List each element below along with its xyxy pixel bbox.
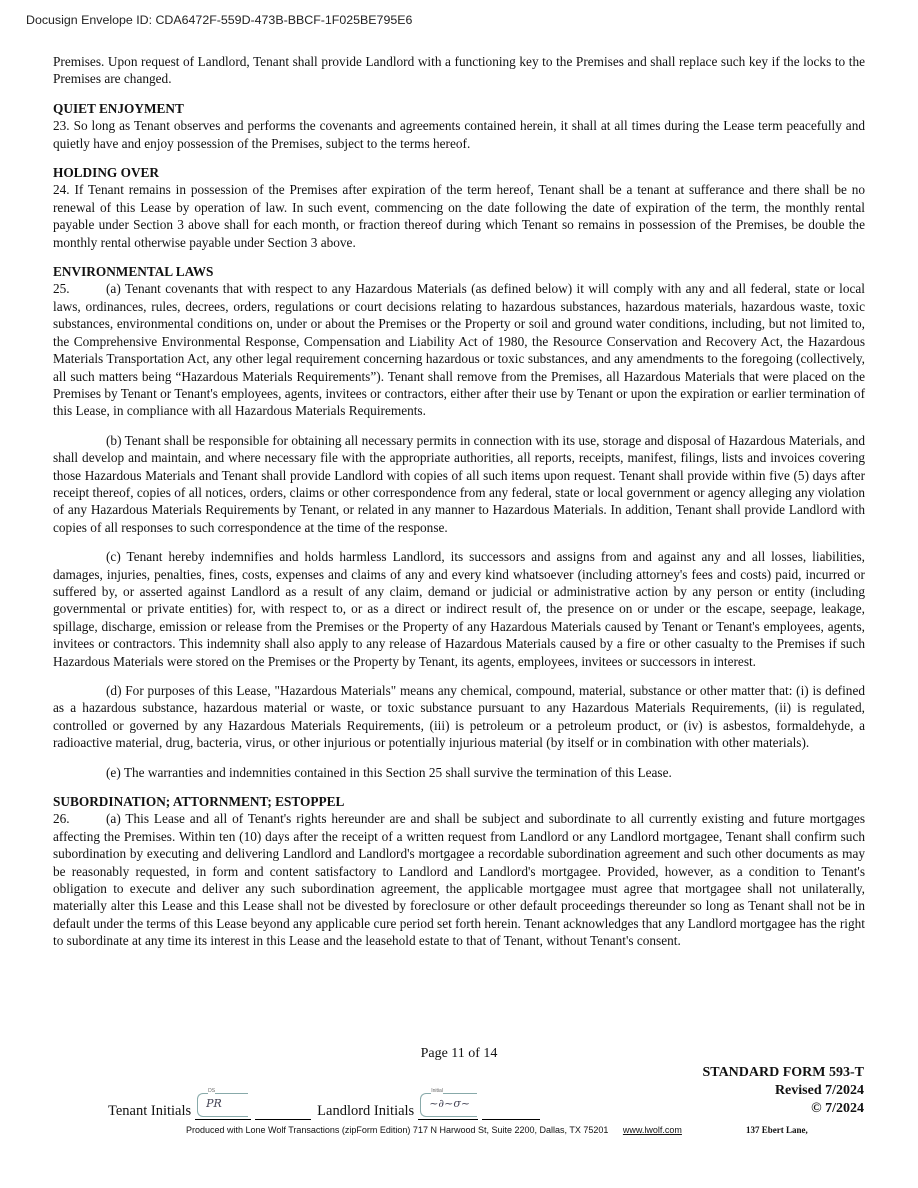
heading-subordination: SUBORDINATION; ATTORNMENT; ESTOPPEL	[53, 794, 345, 810]
heading-holding-over: HOLDING OVER	[53, 165, 160, 181]
produced-by-text: Produced with Lone Wolf Transactions (zipForm Edition) 717 N Harwood St, Suite 2200, Dallas, TX 75201	[186, 1125, 609, 1135]
document-page	[53, 53, 865, 950]
section-number: 25.	[53, 281, 70, 297]
form-name: STANDARD FORM 593-T	[702, 1065, 864, 1080]
tenant-initials-field-1[interactable]	[195, 1088, 251, 1120]
heading-quiet-enjoyment: QUIET ENJOYMENT	[53, 100, 184, 116]
landlord-initials-field-2[interactable]	[482, 1093, 540, 1120]
section-26a	[53, 810, 865, 949]
form-revised: Revised 7/2024	[774, 1083, 864, 1098]
heading-environmental-laws: ENVIRONMENTAL LAWS	[53, 264, 214, 280]
produced-by-footer	[186, 1125, 682, 1135]
section-25a	[53, 280, 865, 419]
tenant-initials-signature: PR	[206, 1097, 222, 1110]
section-24: 24. If Tenant remains in possession of the Premises after expiration of the term hereof, Tenant shall be a tenant at sufferance and there shall be no renewal of this Lease by operation of law. In such event, commencing on the date following the date of expiration of the term, the monthly rental payable under Section 3 above shall for each month, or fraction thereof during which Tenant so remains in possession of the Premises, be double the monthly rental otherwise payable under Section 3 above.	[53, 182, 865, 250]
landlord-initials-signature: ~∂~σ~	[429, 1097, 471, 1110]
section-number: 26.	[53, 811, 70, 827]
tenant-initials-stamp	[197, 1088, 248, 1117]
section-25d: (d) For purposes of this Lease, "Hazardous Materials" means any chemical, compound, material, substance or other matter that: (i) is defined as a hazardous substance, hazardous material or waste, or toxic substance pursuant to any Hazardous Materials Requirements, (ii) is regulated, controlled or governed by any Hazardous Materials Requirements, (iii) is petroleum or a petroleum product, or (iv) is asbestos, formaldehyde, a radioactive material, drug, bacteria, virus, or other injurious or potentially injurious material (by itself or in combination with other materials).	[53, 683, 865, 751]
form-identifier	[702, 1064, 864, 1118]
section-25b: (b) Tenant shall be responsible for obtaining all necessary permits in connection with its use, storage and disposal of Hazardous Materials, and shall develop and maintain, and where necessary file with the appropriate authorities, all reports, receipts, manifest, filings, lists and invoices covering those Hazardous Materials and Tenant shall provide Landlord with copies of all such items upon request. Tenant shall provide within five (5) days after receipt thereof, copies of all notices, orders, claims or other correspondence from any federal, state or local government or agency alleging any violation of any Hazardous Materials Requirements by Tenant, or related in any manner to Hazardous Materials. In addition, Tenant shall provide Landlord with copies of all responses to such correspondence at the time of the response.	[53, 432, 865, 535]
section-23: 23. So long as Tenant observes and performs the covenants and agreements contained herein, it shall at all times during the Lease term peacefully and quietly have and enjoy possession of the Premises, subject to the terms hereof.	[53, 118, 865, 151]
section-25a-text: (a) Tenant covenants that with respect to any Hazardous Materials (as defined below) it will comply with any and all federal, state or local laws, ordinances, rules, decrees, orders, regulations or court decisions relating to hazardous substances, hazardous materials, hazardous waste, toxic substances, environmental conditions on, under or about the Premises or the Property or soil and ground water conditions, including, but not limited to, the Comprehensive Environmental Response, Compensation and Liability Act of 1980, the Resource Conservation and Recovery Act, the Hazardous Materials Transportation Act, any other legal requirement concerning hazardous or toxic substances, and any amendments to the foregoing (collectively, all such matters being “Hazardous Materials Requirements”). Tenant shall remove from the Premises, all Hazardous Materials that were placed on the Premises by Tenant or Tenant's employees, agents, invitees or contractors, either after their use by Tenant or upon the expiration or earlier termination of this Lease, in compliance with all Hazardous Materials Requirements.	[53, 281, 865, 419]
section-25e: (e) The warranties and indemnities contained in this Section 25 shall survive the termination of this Lease.	[106, 764, 672, 780]
page-number: Page 11 of 14	[420, 1046, 498, 1061]
tenant-initials-label: Tenant Initials	[108, 1103, 192, 1119]
docusign-tag: DS	[208, 1088, 216, 1094]
initials-row	[108, 1088, 540, 1120]
property-address: 137 Ebert Lane,	[746, 1125, 808, 1135]
section-26a-text: (a) This Lease and all of Tenant's rights hereunder are and shall be subject and subordinate to all currently existing and future mortgages affecting the Premises. Within ten (10) days after the receipt of a written request from Landlord or any Landlord mortgagee, Tenant shall confirm such subordination by executing and delivering Landlord and Landlord's mortgagee a recordable subordination agreement and such other documents as may be reasonably requested, in form and content satisfactory to Landlord and Landlord's mortgagee. Provided, however, as a condition to Tenant's obligation to execute and deliver any such subordination agreement, the applicable mortgagee must agree that mortgagee shall not unilaterally, materially alter this Lease and this Lease shall not be divested by foreclosure or other default proceedings thereunder so long as Tenant shall not be in default under the terms of this Lease beyond any applicable cure period set forth herein. Tenant acknowledges that any Landlord mortgagee has the right to subordinate at any time its interest in this Lease and the leasehold estate to that of Tenant, without Tenant's consent.	[53, 811, 865, 949]
landlord-initials-field-1[interactable]	[418, 1088, 478, 1120]
tenant-initials-field-2[interactable]	[255, 1093, 311, 1120]
form-copyright: © 7/2024	[811, 1101, 864, 1116]
lwolf-link[interactable]: www.lwolf.com	[622, 1125, 682, 1135]
docusign-tag: Initial	[431, 1088, 443, 1094]
landlord-initials-stamp	[420, 1088, 477, 1117]
continuation-paragraph: Premises. Upon request of Landlord, Tenant shall provide Landlord with a functioning key to the Premises and shall replace such key if the locks to the Premises are changed.	[53, 54, 865, 87]
section-25c: (c) Tenant hereby indemnifies and holds harmless Landlord, its successors and assigns from and against any and all losses, liabilities, damages, injuries, penalties, fines, costs, expenses and claims of any and every kind whatsoever (including attorney's fees and costs) paid, incurred or suffered by, or asserted against Landlord as a result of any claim, demand or judicial or administrative action by any person or entity (including governmental or private entities) for, with respect to, or as a direct or indirect result of, the presence on or under or the escape, seepage, leakage, spillage, discharge, emission or release from the Premises or the Property of any Hazardous Materials caused by Tenant or Tenant's employees, agents, invitees or contractors. This indemnity shall also apply to any release of Hazardous Materials caused by a fire or other casualty to the Premises if such Hazardous Materials were stored on the Premises or the Property by Tenant, its agents, employees, invitees or successors in interest.	[53, 549, 865, 669]
landlord-initials-label: Landlord Initials	[317, 1103, 415, 1119]
envelope-id: Docusign Envelope ID: CDA6472F-559D-473B-BBCF-1F025BE795E6	[26, 13, 413, 27]
